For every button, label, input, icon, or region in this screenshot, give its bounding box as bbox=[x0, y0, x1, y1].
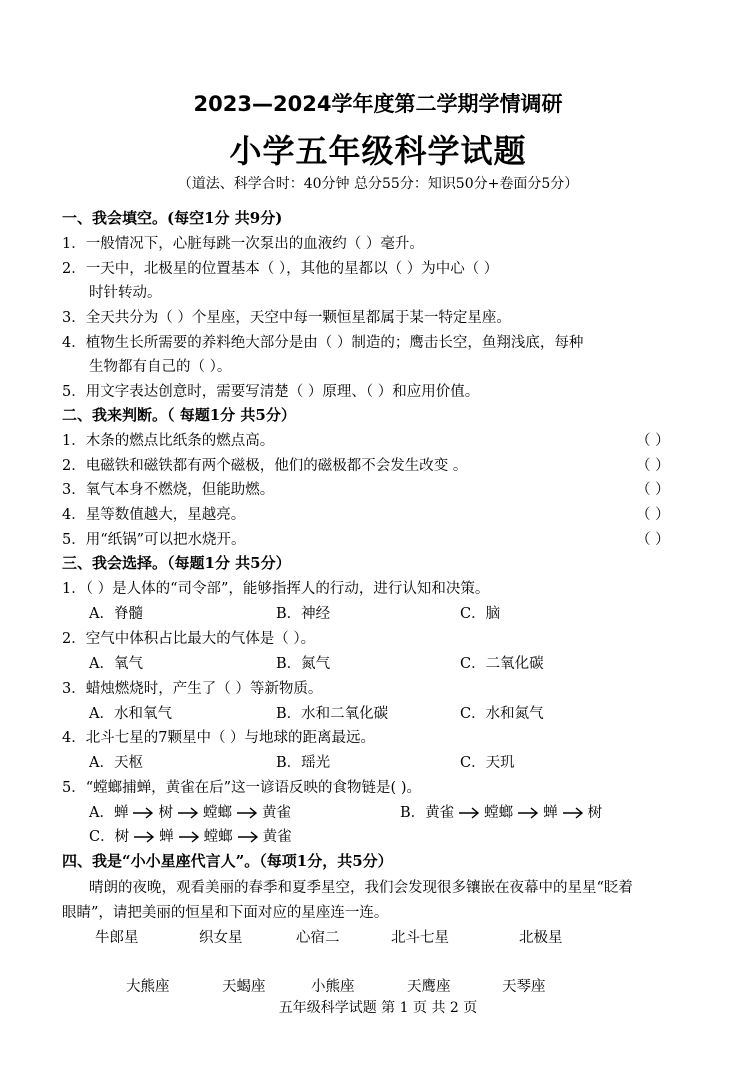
choice-q1-option-b[interactable]: B．神经 bbox=[276, 606, 331, 622]
choice-q5: 5．“螳螂捕蝉，黄雀在后”这一谚语反映的食物链是( )。 bbox=[62, 780, 421, 796]
star-big-dipper[interactable]: 北斗七星 bbox=[391, 930, 449, 946]
choice-q3-option-b[interactable]: B．水和二氧化碳 bbox=[276, 706, 389, 722]
fill-q4-line1: 4．植物生长所需要的养料绝大部分是由（ ）制造的；鹰击长空，鱼翔浅底，每种 bbox=[62, 335, 584, 351]
chain-item: 蝉 bbox=[159, 829, 174, 845]
star-polaris[interactable]: 北极星 bbox=[519, 930, 563, 946]
option-letter: C． bbox=[89, 829, 115, 845]
exam-period-title: 2023—2024学年度第二学期学情调研 bbox=[193, 92, 563, 116]
star-antares[interactable]: 心宿二 bbox=[296, 930, 340, 946]
star-vega[interactable]: 织女星 bbox=[199, 930, 243, 946]
fill-q3: 3．全天共分为（ ）个星座，天空中每一颗恒星都属于某一特定星座。 bbox=[62, 310, 511, 326]
chain-item: 黄雀 bbox=[262, 829, 292, 845]
chain-item: 树 bbox=[158, 805, 173, 821]
option-letter: A． bbox=[89, 805, 114, 821]
arrow-right-icon bbox=[517, 807, 539, 819]
section2-title: 二、我来判断。（ 每题1分 共5分） bbox=[62, 406, 296, 424]
choice-q5-option-b[interactable] bbox=[400, 801, 602, 822]
choice-q2: 2．空气中体积占比最大的气体是（ ）。 bbox=[62, 631, 316, 647]
arrow-right-icon bbox=[177, 807, 199, 819]
judge-q1: 1．木条的燃点比纸条的燃点高。 bbox=[62, 433, 275, 449]
judge-q3-answer-box[interactable]: （ ） bbox=[636, 482, 670, 498]
choice-q5-option-c[interactable] bbox=[89, 825, 292, 846]
section1-title: 一、我会填空。(每空1分 共9分) bbox=[62, 209, 283, 227]
page-footer: 五年级科学试题 第 1 页 共 2 页 bbox=[278, 1000, 478, 1016]
fill-q5: 5．用文字表达创意时，需要写清楚（ ）原理、（ ）和应用价值。 bbox=[62, 384, 480, 400]
constellation-ursa-major[interactable]: 大熊座 bbox=[126, 979, 170, 995]
star-altair[interactable]: 牛郎星 bbox=[95, 930, 139, 946]
choice-q4-option-c[interactable]: C．天玑 bbox=[460, 755, 515, 771]
choice-q3-option-a[interactable]: A．水和氧气 bbox=[89, 706, 172, 722]
constellation-lyra[interactable]: 天琴座 bbox=[502, 979, 546, 995]
choice-q5-option-a[interactable] bbox=[89, 801, 291, 822]
choice-q3-option-c[interactable]: C．水和氮气 bbox=[460, 706, 544, 722]
choice-q2-option-b[interactable]: B．氮气 bbox=[276, 656, 331, 672]
fill-q2-line1: 2．一天中，北极星的位置基本（ ），其他的星都以（ ）为中心（ ） bbox=[62, 261, 499, 277]
choice-q1-option-c[interactable]: C．脑 bbox=[460, 606, 501, 622]
judge-q3: 3．氧气本身不燃烧，但能助燃。 bbox=[62, 482, 275, 498]
constellation-scorpius[interactable]: 天蝎座 bbox=[222, 979, 266, 995]
chain-item: 黄雀 bbox=[425, 805, 455, 821]
chain-item: 螳螂 bbox=[202, 805, 232, 821]
chain-item: 树 bbox=[114, 829, 130, 845]
choice-q2-option-a[interactable]: A．氧气 bbox=[89, 656, 143, 672]
judge-q5-answer-box[interactable]: （ ） bbox=[636, 532, 670, 548]
judge-q4-answer-box[interactable]: （ ） bbox=[636, 507, 670, 523]
chain-item: 蝉 bbox=[543, 805, 558, 821]
arrow-right-icon bbox=[458, 807, 480, 819]
choice-q2-option-c[interactable]: C．二氧化碳 bbox=[460, 656, 544, 672]
choice-q3: 3．蜡烛燃烧时，产生了（ ）等新物质。 bbox=[62, 681, 323, 697]
chain-item: 蝉 bbox=[113, 805, 129, 821]
judge-q2: 2．电磁铁和磁铁都有两个磁极，他们的磁极都不会发生改变 。 bbox=[62, 458, 468, 474]
judge-q2-answer-box[interactable]: （ ） bbox=[636, 458, 670, 474]
constellation-aquila[interactable]: 天鹰座 bbox=[407, 979, 451, 995]
chain-item: 黄雀 bbox=[261, 805, 291, 821]
fill-q4-line2: 生物都有自己的（ ）。 bbox=[89, 359, 232, 375]
arrow-right-icon bbox=[132, 807, 154, 819]
arrow-right-icon bbox=[236, 807, 258, 819]
choice-q4-option-a[interactable]: A．天枢 bbox=[89, 755, 143, 771]
section4-title: 四、我是“小小星座代言人”。（每项1分，共5分） bbox=[62, 852, 393, 870]
choice-q4: 4．北斗七星的7颗星中（ ）与地球的距离最远。 bbox=[62, 730, 376, 746]
choice-q1: 1．（ ）是人体的“司令部”，能够指挥人的行动，进行认知和决策。 bbox=[62, 581, 490, 597]
option-letter: B． bbox=[400, 805, 426, 821]
exam-title: 小学五年级科学试题 bbox=[229, 132, 527, 170]
fill-q2-line2: 时针转动。 bbox=[89, 285, 162, 301]
arrow-right-icon bbox=[237, 831, 259, 843]
choice-q4-option-b[interactable]: B．瑶光 bbox=[276, 755, 331, 771]
fill-q1: 1．一般情况下，心脏每跳一次泵出的血液约（ ）毫升。 bbox=[62, 236, 424, 252]
judge-q4: 4．星等数值越大，星越亮。 bbox=[62, 507, 246, 523]
section4-intro-line1: 晴朗的夜晚，观看美丽的春季和夏季星空，我们会发现很多镶嵌在夜幕中的星星“眨着 bbox=[89, 880, 633, 896]
judge-q1-answer-box[interactable]: （ ） bbox=[636, 433, 670, 449]
exam-note: （道法、科学合时：40分钟 总分55分：知识50分+卷面分5分） bbox=[177, 176, 579, 192]
section3-title: 三、我会选择。（每题1分 共5分） bbox=[62, 554, 291, 572]
chain-item: 螳螂 bbox=[203, 829, 233, 845]
chain-item: 树 bbox=[587, 805, 603, 821]
arrow-right-icon bbox=[562, 807, 584, 819]
section4-intro-line2: 眼睛”，请把美丽的恒星和下面对应的星座连一连。 bbox=[62, 905, 389, 921]
arrow-right-icon bbox=[133, 831, 155, 843]
judge-q5: 5．用“纸锅”可以把水烧开。 bbox=[62, 532, 246, 548]
choice-q1-option-a[interactable]: A．脊髓 bbox=[89, 606, 143, 622]
arrow-right-icon bbox=[178, 831, 200, 843]
chain-item: 螳螂 bbox=[484, 805, 514, 821]
constellation-ursa-minor[interactable]: 小熊座 bbox=[311, 979, 355, 995]
